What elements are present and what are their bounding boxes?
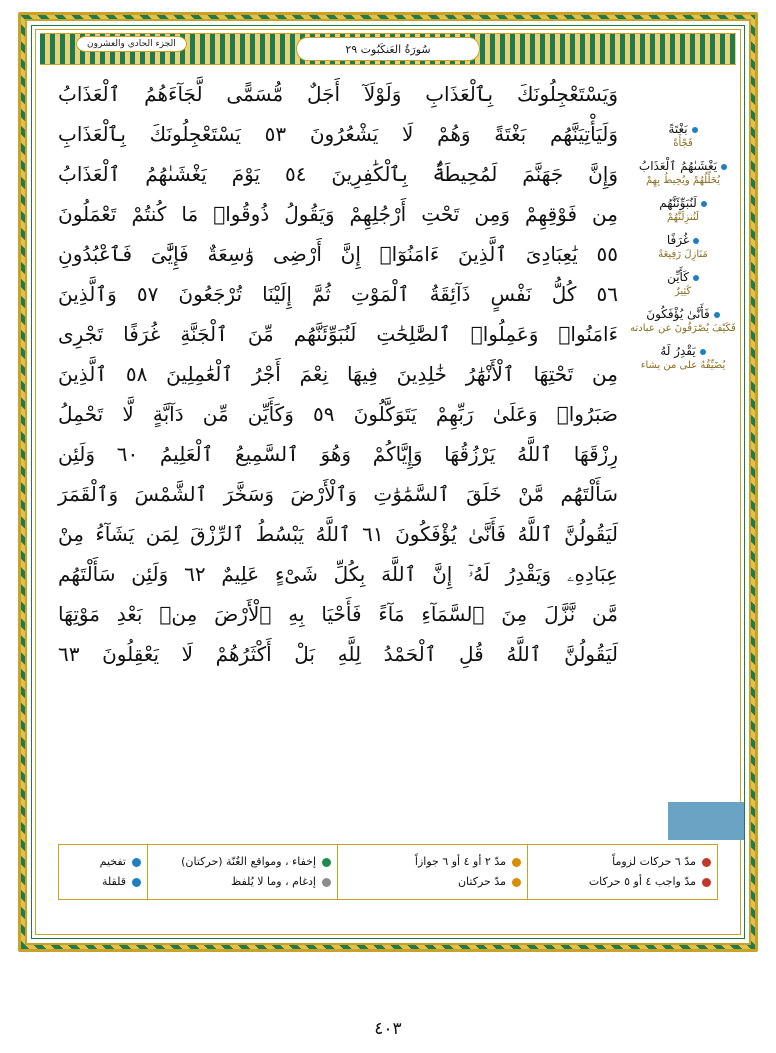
glossary-term: يَغْشَىٰهُمُ ٱلْعَذَابُ (638, 159, 718, 173)
glossary-definition: فَكَيْفَ يُصْرَفُونَ عن عبادته (630, 323, 736, 334)
glossary-term: كَأَيِّن (667, 270, 689, 284)
quran-line: ءَامَنُوا۟ وَعَمِلُوا۟ ٱلصَّٰلِحَٰتِ لَنُبَوِّئَنَّهُم مِّنَ ٱلْجَنَّةِ غُرَفًا تَجْرِى (58, 322, 618, 346)
glossary-definition: يُحَلِّلُهُمْ ويُحِيطُ بِهِمْ (645, 175, 721, 186)
legend-color-swatch (512, 878, 521, 887)
glossary-definition: مَنَازِلَ رَفِيعَةً (658, 249, 708, 260)
legend-item (344, 852, 521, 872)
legend-color-swatch (132, 878, 141, 887)
legend-label: مدّ ٢ أو ٤ أو ٦ جوازاً (414, 855, 506, 868)
quran-line: لَيَقُولُنَّ ٱللَّهُ قُلِ ٱلْحَمْدُ لِلَّهِ بَلْ أَكْثَرُهُمْ لَا يَعْقِلُونَ ٦٣ (58, 642, 618, 666)
quran-line: صَبَرُوا۟ وَعَلَىٰ رَبِّهِمْ يَتَوَكَّلُونَ ٥٩ وَكَأَيِّن مِّن دَآبَّةٍ لَّا تَحْمِلُ (58, 402, 618, 426)
legend-column (337, 845, 527, 899)
legend-color-swatch (702, 878, 711, 887)
quran-line: وَلَيَأْتِيَنَّهُم بَغْتَةً وَهُمْ لَا يَشْعُرُونَ ٥٣ يَسْتَعْجِلُونَكَ بِٱلْعَذَابِ (58, 122, 618, 146)
glossary-entry (622, 307, 744, 335)
quran-line: لَيَقُولُنَّ ٱللَّهُ فَأَنَّىٰ يُؤْفَكُونَ ٦١ ٱللَّهُ يَبْسُطُ ٱلرِّزْقَ لِمَن يَشَآءُ مِنْ (58, 522, 618, 546)
glossary-term: لَنُبَوِّئَنَّهُم (659, 196, 697, 210)
glossary-definition: فَجْأَةً (673, 138, 693, 149)
legend-label: إخفاء ، ومواقع الغُنّة (حركتان) (181, 855, 316, 868)
quran-line: سَأَلْتَهُم مَّنْ خَلَقَ ٱلسَّمَٰوَٰتِ وَٱلْأَرْضَ وَسَخَّرَ ٱلشَّمْسَ وَٱلْقَمَرَ (58, 482, 618, 506)
bullet-icon (721, 164, 727, 170)
legend-color-swatch (322, 858, 331, 867)
legend-color-swatch (702, 858, 711, 867)
bullet-icon (692, 127, 698, 133)
bullet-icon (700, 349, 706, 355)
page-number: ٤٠٣ (374, 1019, 402, 1039)
legend-column (147, 845, 337, 899)
bullet-icon (693, 275, 699, 281)
legend-color-swatch (322, 878, 331, 887)
legend-item (65, 852, 141, 872)
glossary-term-row (622, 196, 744, 211)
legend-color-swatch (132, 858, 141, 867)
glossary-term-row (622, 122, 744, 137)
legend-item (65, 872, 141, 892)
quran-line: مَّن نَّزَّلَ مِنَ ٱلسَّمَآءِ مَآءً فَأَحْيَا بِهِ ٱلْأَرْضَ مِنۢ بَعْدِ مَوْتِهَا (58, 602, 618, 626)
quran-line: مِن تَحْتِهَا ٱلْأَنْهَٰرُ خَٰلِدِينَ فِيهَا نِعْمَ أَجْرُ ٱلْعَٰمِلِينَ ٥٨ ٱلَّذِينَ (58, 362, 618, 386)
quran-line: رِزْقَهَا ٱللَّهُ يَرْزُقُهَا وَإِيَّاكُمْ وَهُوَ ٱلسَّمِيعُ ٱلْعَلِيمُ ٦٠ وَلَئِن (58, 442, 618, 466)
glossary-definition: كَثِيرٌ (674, 286, 692, 297)
glossary-term: فَأَنَّىٰ يُؤْفَكُونَ (646, 307, 710, 321)
legend-label: مدّ ٦ حركات لزوماً (612, 855, 696, 868)
legend-label: مدّ حركتان (457, 875, 506, 888)
legend-column (59, 845, 147, 899)
quran-line: مِن فَوْقِهِمْ وَمِن تَحْتِ أَرْجُلِهِمْ وَيَقُولُ ذُوقُوا۟ مَا كُنتُمْ تَعْمَلُونَ (58, 202, 618, 226)
glossary-entry (622, 196, 744, 224)
bullet-icon (701, 201, 707, 207)
bullet-icon (714, 312, 720, 318)
legend-item (154, 852, 331, 872)
sura-title: سُورَةُ العَنكَبُوت ٢٩ (345, 42, 431, 56)
glossary-entry (622, 344, 744, 372)
legend-item (154, 872, 331, 892)
legend-column (527, 845, 717, 899)
juz-label-left: الجزء الحادي والعشرون (76, 36, 187, 52)
glossary-definition: يُضَيِّقُهُ على من يشاء (640, 360, 726, 371)
bullet-icon (693, 238, 699, 244)
legend-item (534, 872, 711, 892)
tajweed-legend (58, 844, 718, 900)
glossary-entry (622, 122, 744, 150)
glossary-entry (622, 159, 744, 187)
quran-line: وَإِنَّ جَهَنَّمَ لَمُحِيطَةٌۢ بِٱلْكَٰفِرِينَ ٥٤ يَوْمَ يَغْشَىٰهُمُ ٱلْعَذَابُ (58, 162, 618, 186)
quran-line: وَيَسْتَعْجِلُونَكَ بِٱلْعَذَابِ وَلَوْلَآ أَجَلٌ مُّسَمًّى لَّجَآءَهُمُ ٱلْعَذَابُ (58, 82, 618, 106)
glossary-entry (622, 270, 744, 298)
legend-label: تفخيم (99, 855, 126, 868)
quran-line: ٥٦ كُلُّ نَفْسٍ ذَآئِقَةُ ٱلْمَوْتِ ثُمَّ إِلَيْنَا تُرْجَعُونَ ٥٧ وَٱلَّذِينَ (58, 282, 618, 306)
page-marker-swatch (668, 802, 744, 840)
glossary-definition: لَنُنزِلَنَّهُمْ (667, 212, 699, 223)
glossary-term: بَغْتَةً (668, 122, 688, 136)
glossary-term-row (622, 159, 744, 174)
legend-label: قلقلة (101, 875, 126, 888)
margin-glossary (622, 122, 744, 381)
quran-page (18, 12, 758, 952)
quran-text-block (58, 74, 618, 674)
glossary-term: يَقْدِرُ لَهُ (660, 344, 696, 358)
glossary-entry (622, 233, 744, 261)
quran-line: عِبَادِهِۦ وَيَقْدِرُ لَهُۥٓ إِنَّ ٱللَّهَ بِكُلِّ شَىْءٍ عَلِيمٌ ٦٢ وَلَئِن سَأَلْتَهُم (58, 562, 618, 586)
glossary-term: غُرَفًا (666, 233, 690, 247)
legend-color-swatch (512, 858, 521, 867)
quran-line: ٥٥ يَٰعِبَادِىَ ٱلَّذِينَ ءَامَنُوٓا۟ إِنَّ أَرْضِى وَٰسِعَةٌ فَإِيَّٰىَ فَٱعْبُدُونِ (58, 242, 618, 266)
legend-label: إدغام ، وما لا يُلفظ (231, 875, 316, 888)
legend-item (534, 852, 711, 872)
glossary-term-row (622, 233, 744, 248)
sura-title-cartouche (296, 37, 480, 61)
glossary-term-row (622, 270, 744, 285)
legend-item (344, 872, 521, 892)
glossary-term-row (622, 344, 744, 359)
glossary-term-row (622, 307, 744, 322)
legend-label: مدّ واجب ٤ أو ٥ حركات (588, 875, 696, 888)
